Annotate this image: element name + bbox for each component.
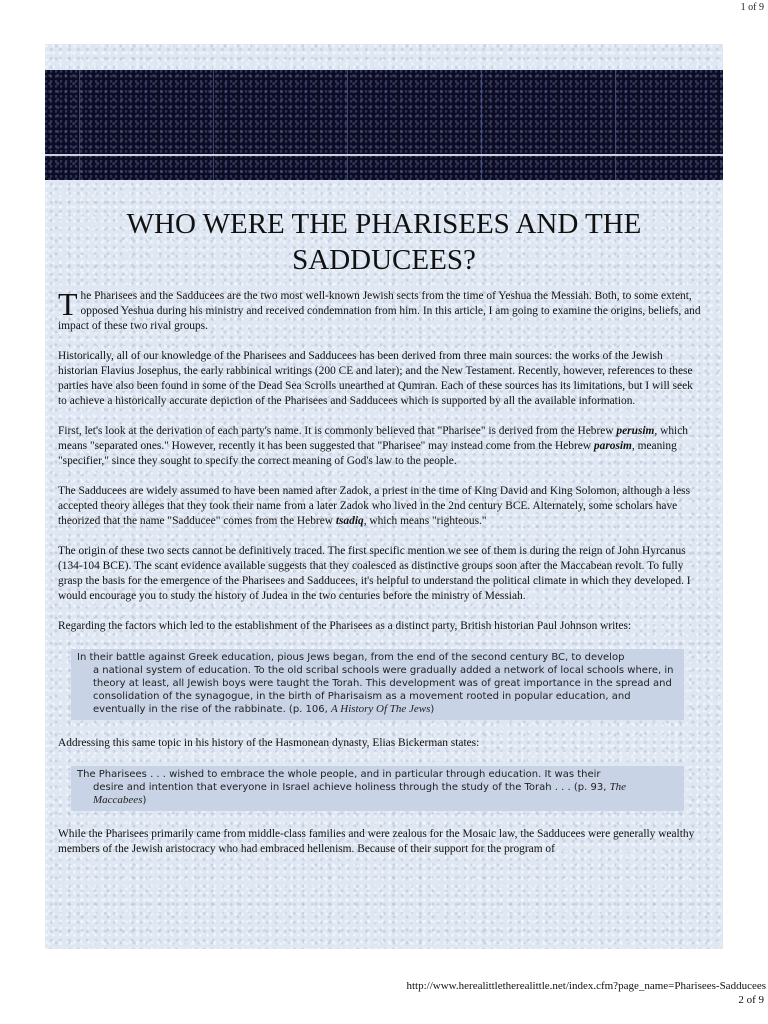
banner-rule bbox=[45, 154, 723, 156]
quote-first-line: The Pharisees . . . wished to embrace the whole people, and in particular through education. It was their bbox=[77, 769, 601, 780]
paragraph-text: , which means "separated ones." However, recently it has been suggested that "Pharisee" may instead come from the Hebrew bbox=[58, 425, 688, 452]
paragraph-bickerman-intro: Addressing this same topic in his history of the Hasmonean dynasty, Elias Bickerman states: bbox=[58, 737, 480, 749]
paragraph-origin: The origin of these two sects cannot be definitively traced. The first specific mention we see of them is during the reign of John Hyrcanus (134-104 BCE). The scant evidence available suggests that they coalesced as distinctive groups soon after the Maccabean revolt. To fully grasp the basis for the emergence of the Pharisees and Sadducees, it's helpful to understand the political climate in which they developed. I would encourage you to study the history of Judea in the two centuries before the ministry of Messiah. bbox=[58, 545, 691, 602]
quote-text: desire and intention that everyone in Israel achieve holiness through the study of the Torah . . . (p. 93, bbox=[93, 782, 610, 793]
paragraph-derivation bbox=[58, 424, 704, 469]
banner-divider bbox=[213, 70, 214, 180]
page-content-frame bbox=[45, 44, 723, 949]
paragraph-sadducees-name bbox=[58, 484, 704, 529]
paragraph-text: First, let's look at the derivation of each party's name. It is commonly believed that "Pharisee" is derived from the Hebrew bbox=[58, 425, 617, 437]
banner-divider bbox=[79, 70, 80, 180]
drop-cap: T bbox=[58, 286, 78, 322]
blockquote-bickerman bbox=[71, 766, 684, 811]
quote-first-line: In their battle against Greek education, pious Jews began, from the end of the second century BC, to develop bbox=[77, 652, 625, 663]
paragraph-johnson-intro: Regarding the factors which led to the establishment of the Pharisees as a distinct party, British historian Paul Johnson writes: bbox=[58, 620, 632, 632]
quote-source: The Maccabees bbox=[93, 781, 627, 806]
hebrew-term: tsadiq bbox=[335, 515, 364, 527]
article-title: WHO WERE THE PHARISEES AND THE SADDUCEES? bbox=[126, 208, 642, 276]
paragraph-text: he Pharisees and the Sadducees are the two most well-known Jewish sects from the time of Yeshua the Messiah. Both, to some extent, opposed Yeshua during his ministry and received condemnation from him. In this article, I am going to examine the origins, beliefs, and impact of these two rival groups. bbox=[58, 290, 701, 332]
quote-text: a national system of education. To the old scribal schools were gradually added a network of local schools where, in theory at least, all Jewish boys were taught the Torah. This development was of great importance in the spread and consolidation of the synagogue, in the birth of Pharisaism as a movement rooted in popular education, and eventually in the rise of the rabbinate. (p. 106, bbox=[93, 665, 674, 715]
paragraph-text: The Sadducees are widely assumed to have been named after Zadok, a priest in the time of King David and King Solomon, although a less accepted theory alleges that they took their name from a later Zadok who lived in the 2nd century BCE. Alternately, some scholars have theorized that the name "Sadducee" comes from the Hebrew bbox=[58, 485, 691, 527]
quote-text: ) bbox=[142, 795, 147, 806]
paragraph-text: , which means "righteous." bbox=[363, 515, 487, 527]
banner-divider bbox=[347, 70, 348, 180]
quote-continuation bbox=[77, 781, 678, 807]
banner-divider bbox=[481, 70, 482, 180]
paragraph-text: , meaning "specifier," since they sought to specify the correct meaning of God's law to the people. bbox=[58, 440, 677, 467]
paragraph-intro bbox=[58, 286, 704, 334]
header-banner bbox=[45, 70, 723, 180]
quote-continuation bbox=[77, 664, 678, 716]
quote-text: ) bbox=[430, 704, 435, 715]
paragraph-class-difference: While the Pharisees primarily came from middle-class families and were zealous for the Mosaic law, the Sadducees were generally wealthy members of the Jewish aristocracy who had embraced hellenism. Because of their support for the program of bbox=[58, 828, 695, 855]
footer-url[interactable]: http://www.herealittletherealittle.net/index.cfm?page_name=Pharisees-Sadducees bbox=[406, 980, 766, 992]
quote-source: A History Of The Jews bbox=[330, 703, 431, 715]
blockquote-johnson bbox=[71, 649, 684, 720]
hebrew-term: parosim bbox=[593, 440, 632, 452]
article-body bbox=[58, 286, 704, 872]
hebrew-term: perusim bbox=[616, 425, 655, 437]
banner-divider bbox=[615, 70, 616, 180]
page-number-top: 1 of 9 bbox=[740, 2, 764, 13]
page-number-bottom: 2 of 9 bbox=[738, 994, 764, 1006]
paragraph-sources: Historically, all of our knowledge of the Pharisees and Sadducees has been derived from three main sources: the works of the Jewish historian Flavius Josephus, the early rabbinical writings (200 CE and later); and the New Testament. Recently, however, references to these parties have also been found in some of the Dead Sea Scrolls unearthed at Qumran. Each of these sources has its limitations, but I will seek to achieve a historically accurate depiction of the Pharisees and Sadducees which is supported by all the available information. bbox=[58, 350, 693, 407]
